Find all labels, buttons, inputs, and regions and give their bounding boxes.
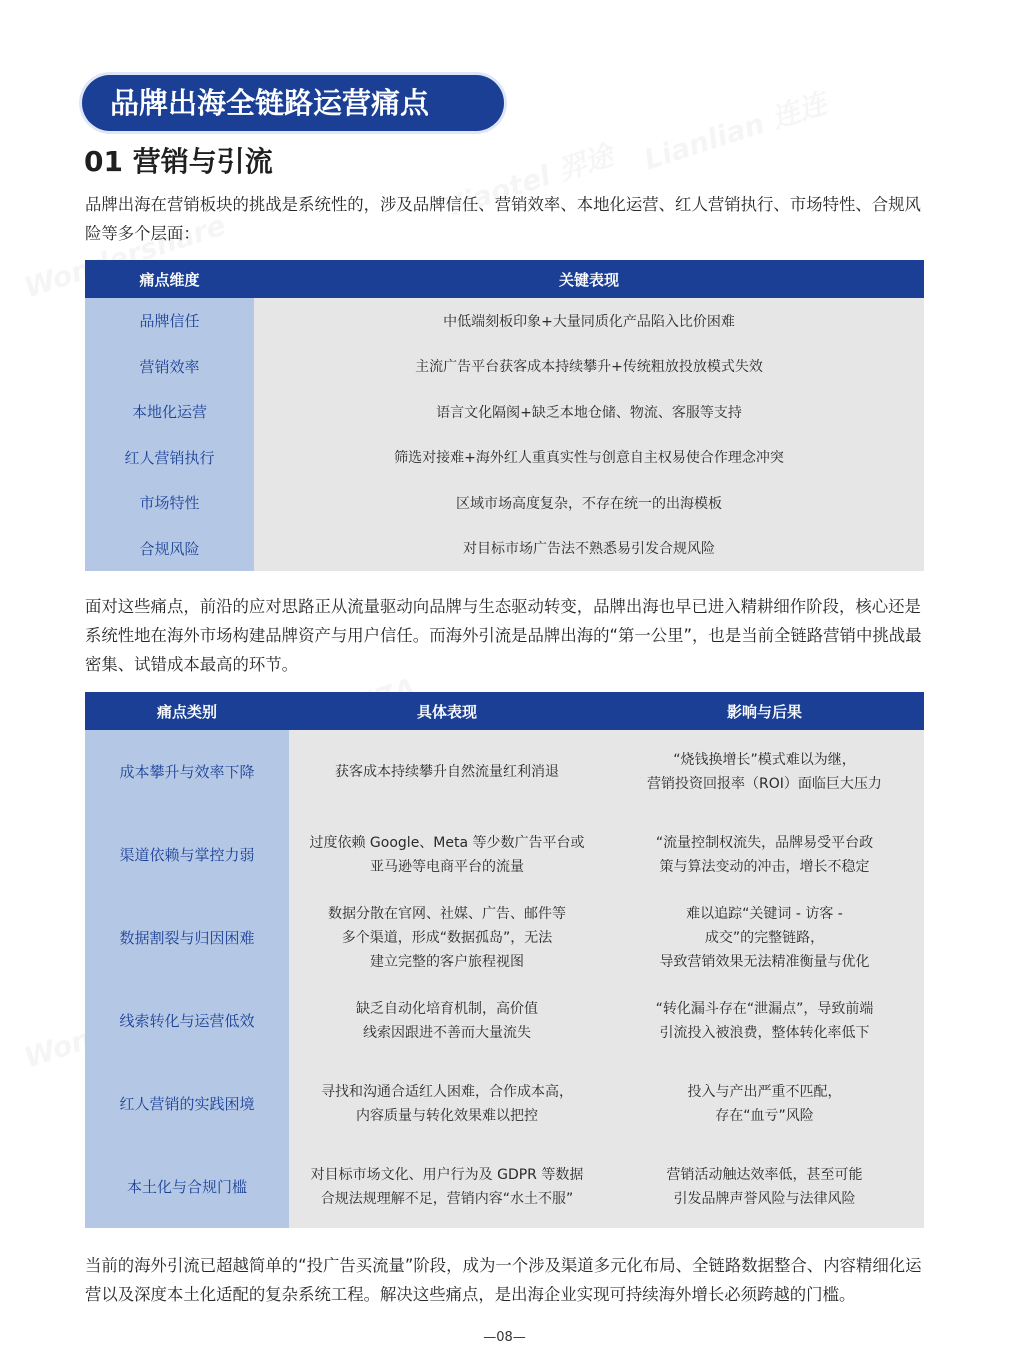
cell-line: 缺乏自动化培育机制，高价值: [356, 1000, 538, 1017]
category-cell: 渠道依赖与掌控力弱: [85, 813, 289, 896]
cell-line: 导致营销效果无法精准衡量与优化: [659, 953, 870, 970]
impact-cell: [605, 896, 924, 979]
impact-cell: [605, 979, 924, 1062]
table-row: [85, 298, 924, 344]
table-header: 痛点维度: [85, 260, 254, 298]
cell-line: 策与算法变动的冲击，增长不稳定: [659, 858, 870, 875]
table-row: [85, 813, 924, 896]
cell-line: “转化漏斗存在“泄漏点”，导致前端: [655, 1000, 874, 1017]
value-cell: 中低端刻板印象+大量同质化产品陷入比价困难: [254, 298, 924, 344]
table-row: [85, 344, 924, 390]
category-cell: 线索转化与运营低效: [85, 979, 289, 1062]
detail-cell: [289, 1062, 605, 1145]
value-cell: 语言文化隔阂+缺乏本地仓储、物流、客服等支持: [254, 389, 924, 435]
cell-line: 对目标市场文化、用户行为及 GDPR 等数据: [310, 1166, 584, 1183]
table-row: [85, 480, 924, 526]
cell-line: 存在“血亏”风险: [715, 1107, 814, 1124]
pain-category-table: [85, 692, 924, 1228]
detail-cell: [289, 979, 605, 1062]
page-banner: 品牌出海全链路运营痛点: [82, 75, 504, 131]
table-row: [85, 730, 924, 813]
cell-line: 建立完整的客户旅程视图: [370, 953, 524, 970]
table-row: [85, 979, 924, 1062]
category-cell: 成本攀升与效率下降: [85, 730, 289, 813]
conclusion-paragraph: 当前的海外引流已超越简单的“投广告买流量”阶段，成为一个涉及渠道多元化布局、全链路数据整合、内容精细化运营以及深度本土化适配的复杂系统工程。解决这些痛点，是出海企业实现可持续海外增长必须跨越的门槛。: [85, 1256, 922, 1304]
page-number: —08—: [483, 1330, 526, 1345]
dimension-cell: 市场特性: [85, 480, 254, 526]
middle-paragraph: 面对这些痛点，前沿的应对思路正从流量驱动向品牌与生态驱动转变，品牌出海也早已进入精耕细作阶段，核心还是系统性地在海外市场构建品牌资产与用户信任。而海外引流是品牌出海的“第一公里”，也是当前全链路营销中挑战最密集、试错成本最高的环节。: [85, 597, 922, 674]
category-cell: 数据割裂与归因困难: [85, 896, 289, 979]
dimension-cell: 品牌信任: [85, 298, 254, 344]
detail-cell: [289, 730, 605, 813]
impact-cell: [605, 730, 924, 813]
cell-line: 投入与产出严重不匹配，: [687, 1083, 842, 1100]
detail-cell: [289, 813, 605, 896]
dimension-cell: 合规风险: [85, 526, 254, 572]
cell-line: 线索因跟进不善而大量流失: [363, 1024, 531, 1041]
table-row: [85, 389, 924, 435]
impact-cell: [605, 813, 924, 896]
impact-cell: [605, 1062, 924, 1145]
detail-cell: [289, 1145, 605, 1228]
value-cell: 区域市场高度复杂，不存在统一的出海模板: [254, 480, 924, 526]
category-cell: 红人营销的实践困境: [85, 1062, 289, 1145]
cell-line: 营销投资回报率（ROI）面临巨大压力: [647, 775, 882, 792]
intro-paragraph: 品牌出海在营销板块的挑战是系统性的，涉及品牌信任、营销效率、本地化运营、红人营销执行、市场特性、合规风险等多个层面：: [85, 195, 921, 243]
table-row: [85, 435, 924, 481]
table-row: [85, 1062, 924, 1145]
dimension-cell: 营销效率: [85, 344, 254, 390]
cell-line: 数据分散在官网、社媒、广告、邮件等: [328, 905, 566, 922]
table-header: 关键表现: [254, 260, 924, 298]
table-row: [85, 1145, 924, 1228]
value-cell: 主流广告平台获客成本持续攀升+传统粗放投放模式失效: [254, 344, 924, 390]
watermark: [638, 82, 831, 179]
cell-line: 成交”的完整链路，: [704, 929, 825, 946]
cell-line: “流量控制权流失，品牌易受平台政: [655, 834, 874, 851]
table-header: 痛点类别: [85, 692, 289, 730]
cell-line: 寻找和沟通合适红人困难，合作成本高，: [321, 1083, 573, 1100]
value-cell: 筛选对接难+海外红人重真实性与创意自主权易使合作理念冲突: [254, 435, 924, 481]
cell-line: 亚马逊等电商平台的流量: [370, 858, 524, 875]
pain-dimension-table: [85, 260, 924, 571]
dimension-cell: 红人营销执行: [85, 435, 254, 481]
cell-line: “烧钱换增长”模式难以为继，: [673, 751, 856, 768]
table-header: 影响与后果: [605, 692, 924, 730]
cell-line: 营销活动触达效率低，甚至可能: [666, 1166, 863, 1183]
cell-line: 过度依赖 Google、Meta 等少数广告平台或: [309, 834, 585, 851]
detail-cell: [289, 896, 605, 979]
category-cell: 本土化与合规门槛: [85, 1145, 289, 1228]
table-row: [85, 896, 924, 979]
cell-line: 合规法规理解不足，营销内容“水土不服”: [320, 1190, 574, 1207]
section-title: 01 营销与引流: [84, 145, 273, 178]
cell-line: 获客成本持续攀升自然流量红利消退: [335, 763, 559, 780]
table-header: 具体表现: [289, 692, 605, 730]
cell-line: 难以追踪“关键词 - 访客 -: [686, 905, 843, 922]
value-cell: 对目标市场广告法不熟悉易引发合规风险: [254, 526, 924, 572]
dimension-cell: 本地化运营: [85, 389, 254, 435]
table-row: [85, 526, 924, 572]
cell-line: 多个渠道，形成“数据孤岛”，无法: [341, 929, 553, 946]
impact-cell: [605, 1145, 924, 1228]
cell-line: 内容质量与转化效果难以把控: [356, 1107, 538, 1124]
cell-line: 引发品牌声誉风险与法律风险: [673, 1190, 856, 1207]
cell-line: 引流投入被浪费，整体转化率低下: [659, 1024, 870, 1041]
